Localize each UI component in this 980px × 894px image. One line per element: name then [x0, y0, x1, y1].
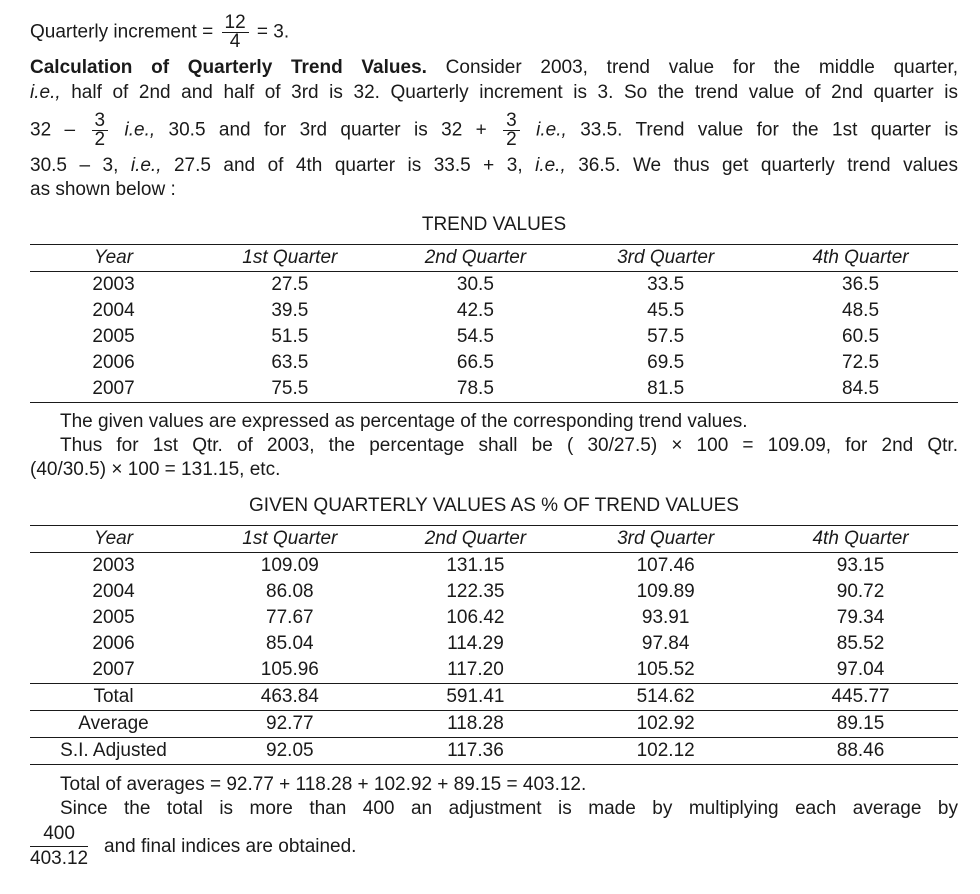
- table-row: [30, 298, 958, 324]
- table-row: [30, 605, 958, 631]
- cell-q1: 85.04: [266, 633, 314, 654]
- table-header-row: [30, 245, 958, 272]
- average-row: [30, 711, 958, 738]
- ie-abbrev: i.e.,: [30, 82, 61, 103]
- cell-year: 2007: [30, 376, 197, 403]
- cell-q1: 92.77: [197, 711, 383, 738]
- cell-year: 2007: [30, 657, 197, 684]
- cell-q1: 39.5: [271, 300, 309, 321]
- calc-line-5: as shown below :: [30, 179, 176, 200]
- cell-q4: 445.77: [763, 684, 958, 711]
- calc-line-3-c: 33.5. Trend value for the 1st quarter is: [580, 119, 959, 141]
- table-row: [30, 376, 958, 403]
- cell-q1: 63.5: [271, 352, 309, 373]
- cell-q4: 36.5: [842, 274, 880, 295]
- cell-q2: 106.42: [446, 607, 505, 628]
- cell-q2: 42.5: [456, 300, 494, 321]
- cell-q4: 84.5: [763, 376, 958, 403]
- cell-q3: 102.92: [568, 711, 763, 738]
- cell-q4: 48.5: [842, 300, 880, 321]
- cell-q3: 81.5: [568, 376, 763, 403]
- cell-q2: 54.5: [456, 326, 494, 347]
- cell-q2: 118.28: [383, 711, 569, 738]
- cell-q2: 30.5: [456, 274, 494, 295]
- fraction-denominator: 2: [506, 129, 517, 150]
- cell-q3: 45.5: [647, 300, 685, 321]
- cell-q4: 79.34: [836, 607, 885, 628]
- cell-q2: 591.41: [383, 684, 569, 711]
- cell-q3: 105.52: [568, 657, 763, 684]
- fraction-numerator: 3: [503, 112, 520, 131]
- increment-label: Quarterly increment =: [30, 21, 214, 43]
- calc-line-3: [30, 112, 958, 149]
- header-q3: 3rd Quarter: [568, 526, 763, 553]
- cell-q2: 117.20: [383, 657, 569, 684]
- calc-line-1-text: Consider 2003, trend value for the middle quarter,: [445, 57, 958, 78]
- cell-year: 2004: [92, 300, 135, 321]
- cell-q3: 102.12: [568, 738, 763, 765]
- middle-line-2: Thus for 1st Qtr. of 2003, the percentage shall be ( 30/27.5) × 100 = 109.09, for 2nd Qtr.: [60, 435, 958, 456]
- cell-year: 2006: [92, 633, 135, 654]
- cell-q2: 66.5: [456, 352, 494, 373]
- total-row: [30, 684, 958, 711]
- cell-year: 2006: [92, 352, 135, 373]
- cell-q1: 86.08: [266, 581, 314, 602]
- fraction-denominator: 2: [94, 129, 106, 150]
- cell-q4: 89.15: [763, 711, 958, 738]
- cell-q4: 90.72: [836, 581, 885, 602]
- table-row: [30, 553, 958, 580]
- table-header-row: [30, 526, 958, 553]
- pct-table: [30, 525, 958, 765]
- cell-q3: 57.5: [647, 326, 685, 347]
- cell-q3: 33.5: [647, 274, 685, 295]
- header-year: Year: [30, 526, 197, 553]
- table-row: [30, 272, 958, 299]
- ie-abbrev: i.e.,: [124, 119, 156, 141]
- trend-table-caption: TREND VALUES: [421, 214, 567, 235]
- header-q2: 2nd Quarter: [383, 245, 569, 272]
- header-q4: 4th Quarter: [763, 526, 958, 553]
- cell-q1: 105.96: [197, 657, 383, 684]
- table-row: [30, 657, 958, 684]
- cell-q2: 131.15: [446, 555, 505, 576]
- calc-line-4-a: 30.5 – 3,: [30, 155, 119, 176]
- cell-q4: 72.5: [842, 352, 880, 373]
- calc-line-4-c: 36.5. We thus get quarterly trend values: [578, 155, 958, 176]
- adjustment-fraction: [30, 822, 88, 871]
- cell-q1: 92.05: [197, 738, 383, 765]
- footer-line-2: Since the total is more than 400 an adjustment is made by multiplying each average by: [60, 798, 958, 819]
- cell-q1: 463.84: [197, 684, 383, 711]
- cell-q3: 97.84: [641, 633, 690, 654]
- cell-q1: 51.5: [271, 326, 309, 347]
- cell-q3: 514.62: [568, 684, 763, 711]
- cell-q2: 117.36: [383, 738, 569, 765]
- cell-q1: 77.67: [266, 607, 314, 628]
- cell-q1: 75.5: [197, 376, 383, 403]
- fraction-numerator: 12: [222, 14, 249, 33]
- cell-q2: 122.35: [446, 581, 505, 602]
- table-row: [30, 631, 958, 657]
- si-adjusted-row: [30, 738, 958, 765]
- ie-abbrev: i.e.,: [130, 155, 162, 176]
- header-q4: 4th Quarter: [763, 245, 958, 272]
- table-row: [30, 324, 958, 350]
- table-row: [30, 579, 958, 605]
- middle-line-1: The given values are expressed as percentage of the corresponding trend values.: [60, 411, 748, 432]
- cell-q3: 69.5: [647, 352, 685, 373]
- cell-q4: 97.04: [763, 657, 958, 684]
- row-label: Total: [30, 684, 197, 711]
- ie-abbrev: i.e.,: [535, 155, 566, 176]
- cell-year: 2003: [92, 555, 135, 576]
- row-label: Average: [30, 711, 197, 738]
- increment-result: = 3.: [256, 21, 290, 43]
- table-row: [30, 350, 958, 376]
- cell-q4: 88.46: [763, 738, 958, 765]
- calc-heading: Calculation of Quarterly Trend Values.: [30, 57, 427, 78]
- cell-q2: 114.29: [447, 633, 504, 654]
- calc-line-2: [30, 82, 958, 104]
- increment-fraction: [222, 14, 249, 51]
- cell-year: 2004: [92, 581, 135, 602]
- calc-line-4: [30, 155, 958, 177]
- middle-line-3: (40/30.5) × 100 = 131.15, etc.: [30, 459, 281, 480]
- header-q3: 3rd Quarter: [568, 245, 763, 272]
- calc-line-4-b: 27.5 and of 4th quarter is 33.5 + 3,: [173, 155, 523, 176]
- cell-year: 2003: [92, 274, 135, 295]
- footer-line-1: Total of averages = 92.77 + 118.28 + 102.92 + 89.15 = 403.12.: [60, 774, 587, 795]
- cell-year: 2005: [92, 326, 135, 347]
- calc-line-1: [30, 57, 958, 79]
- cell-q4: 93.15: [836, 555, 885, 576]
- header-year: Year: [30, 245, 197, 272]
- fraction-numerator: 3: [92, 112, 109, 131]
- header-q1: 1st Quarter: [197, 526, 383, 553]
- half-fraction-b: [503, 112, 520, 149]
- fraction-denominator: 403.12: [30, 848, 89, 869]
- pct-table-caption: GIVEN QUARTERLY VALUES AS % OF TREND VALUES: [249, 495, 739, 516]
- row-label: S.I. Adjusted: [30, 738, 197, 765]
- calc-line-3-b: 30.5 and for 3rd quarter is 32 +: [168, 119, 487, 141]
- cell-q1: 27.5: [271, 274, 309, 295]
- header-q2: 2nd Quarter: [383, 526, 569, 553]
- half-fraction-a: [92, 112, 109, 149]
- cell-q1: 109.09: [260, 555, 319, 576]
- cell-q4: 85.52: [836, 633, 885, 654]
- fraction-denominator: 4: [229, 31, 241, 52]
- calc-line-3-a: 32 –: [30, 119, 76, 141]
- cell-q4: 60.5: [842, 326, 880, 347]
- quarterly-increment-line: [30, 14, 289, 51]
- cell-q3: 93.91: [641, 607, 690, 628]
- cell-year: 2005: [92, 607, 135, 628]
- ie-abbrev: i.e.,: [536, 119, 567, 141]
- fraction-numerator: 400: [30, 822, 88, 847]
- footer-line-3: and final indices are obtained.: [104, 836, 357, 857]
- trend-table: [30, 244, 958, 403]
- header-q1: 1st Quarter: [197, 245, 383, 272]
- cell-q3: 109.89: [636, 581, 695, 602]
- cell-q2: 78.5: [383, 376, 569, 403]
- calc-line-2-text: half of 2nd and half of 3rd is 32. Quarterly increment is 3. So the trend value of 2nd quarter is: [71, 82, 958, 103]
- cell-q3: 107.46: [636, 555, 695, 576]
